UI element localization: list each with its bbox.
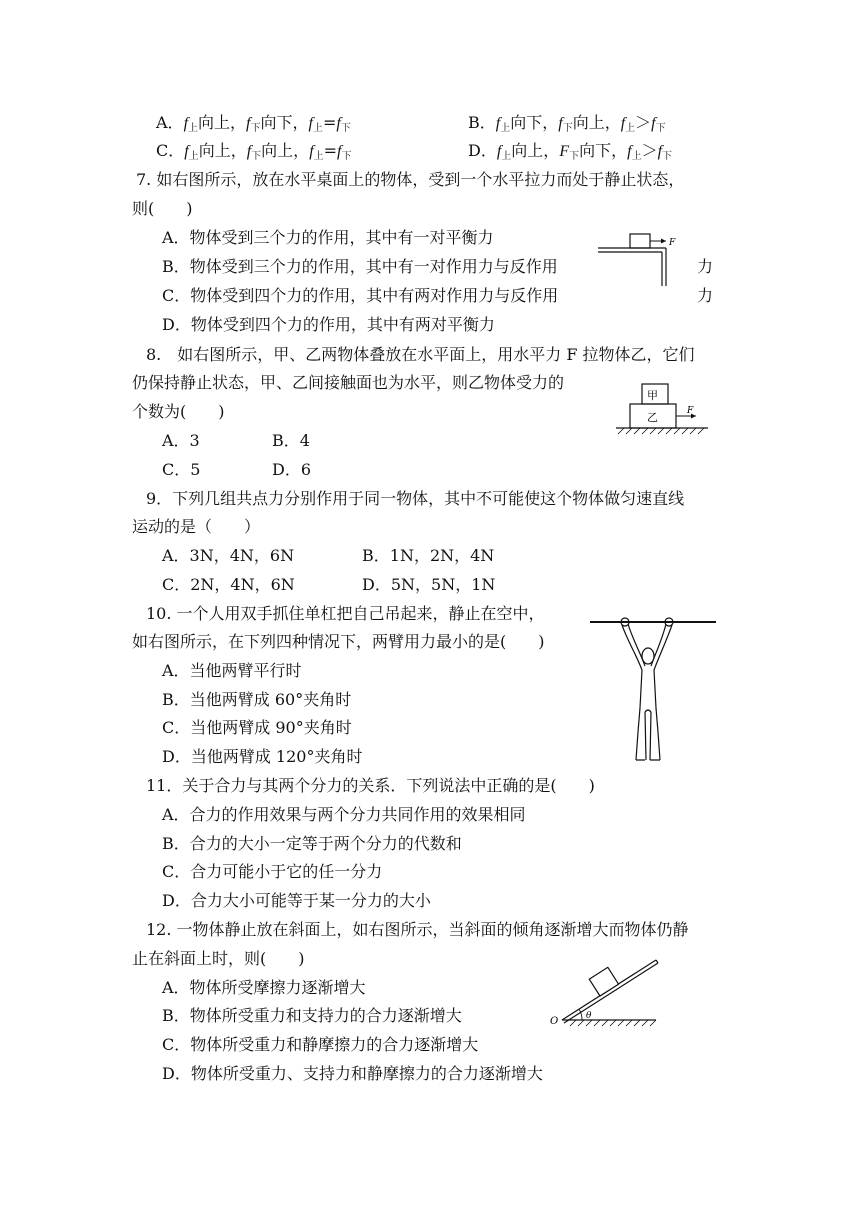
q7-figure-table-block <box>596 228 686 290</box>
q11-option-a: A．合力的作用效果与两个分力共同作用的效果相同 <box>162 805 526 824</box>
q12-option-d: D．物体所受重力、支持力和静摩擦力的合力逐渐增大 <box>162 1064 543 1083</box>
q10-option-a: A．当他两臂平行时 <box>162 661 302 680</box>
q7-figure-force-label: F <box>669 238 676 248</box>
q9-option-c: C．2N，4N，6N <box>162 575 295 594</box>
q7-stem-line2: 则( ) <box>132 199 193 218</box>
q8-figure-force-label: F <box>687 406 694 416</box>
q11-stem: 11．关于合力与其两个分力的关系．下列说法中正确的是( ) <box>146 776 595 795</box>
q8-stem-line1: 8. 如右图所示，甲、乙两物体叠放在水平面上，用水平力 F 拉物体乙，它们 <box>146 345 695 364</box>
q6-option-c: C．$f_上$向上，$f_下$向上，$f_上=f_下$ <box>156 141 352 162</box>
q12-option-a: A．物体所受摩擦力逐渐增大 <box>162 978 366 997</box>
q12-stem-line1: 12. 一物体静止放在斜面上，如右图所示，当斜面的倾角逐渐增大而物体仍静 <box>146 920 689 939</box>
q11-option-d: D．合力大小可能等于某一分力的大小 <box>162 891 431 910</box>
q6-option-b: B．$f_上$向下，$f_下$向上，$f_上>f_下$ <box>468 113 666 134</box>
q8-stem-line2: 仍保持静止状态，甲、乙间接触面也为水平，则乙物体受力的 <box>132 373 565 392</box>
q7-option-c: C．物体受到四个力的作用，其中有两对作用力与反作用 <box>162 286 559 305</box>
q9-option-d: D．5N，5N，1N <box>362 575 496 594</box>
q12-figure-angle-label: θ <box>586 1011 592 1021</box>
q9-option-a: A．3N，4N，6N <box>162 546 295 565</box>
q10-option-c: C．当他两臂成 90°夹角时 <box>162 718 352 737</box>
q9-stem-line1: 9．下列几组共点力分别作用于同一物体，其中不可能使这个物体做匀速直线 <box>146 489 685 508</box>
q7-stem-line1: 7. 如右图所示，放在水平桌面上的物体，受到一个水平拉力而处于静止状态， <box>136 170 685 189</box>
q12-figure-incline <box>548 952 663 1028</box>
q8-option-d: D．6 <box>272 460 312 479</box>
q8-figure-bottom-label: 乙 <box>647 411 658 424</box>
q7-option-d: D．物体受到四个力的作用，其中有两对平衡力 <box>162 315 495 334</box>
q8-option-c: C．5 <box>162 460 201 479</box>
q8-option-a: A．3 <box>162 431 200 450</box>
q10-stem-line1: 10. 一个人用双手抓住单杠把自己吊起来，静止在空中， <box>146 604 545 623</box>
q10-option-b: B．当他两臂成 60°夹角时 <box>162 690 352 709</box>
q10-figure-person-on-bar <box>588 612 718 764</box>
q9-option-b: B．1N，2N，4N <box>362 546 495 565</box>
q8-stem-line3: 个数为( ) <box>132 402 225 421</box>
q6-option-d: D．$f_上$向上，$F_下$向下，$f_上>f_下$ <box>468 141 673 162</box>
q10-stem-line2: 如右图所示，在下列四种情况下，两臂用力最小的是( ) <box>132 632 545 651</box>
q7-option-a: A．物体受到三个力的作用，其中有一对平衡力 <box>162 228 494 247</box>
q12-figure-pivot-label: O <box>550 1016 559 1027</box>
q7-option-c-tail: 力 <box>697 286 714 305</box>
q12-stem-line2: 止在斜面上时，则( ) <box>132 949 305 968</box>
q6-option-a: A．$f_上$向上，$f_下$向下，$f_上=f_下$ <box>156 113 351 134</box>
q8-figure-top-label: 甲 <box>647 389 658 402</box>
q10-option-d: D．当他两臂成 120°夹角时 <box>162 747 363 766</box>
q7-option-b-tail: 力 <box>697 257 714 276</box>
q7-option-b: B．物体受到三个力的作用，其中有一对作用力与反作用 <box>162 257 558 276</box>
q12-option-c: C．物体所受重力和静摩擦力的合力逐渐增大 <box>162 1035 479 1054</box>
q8-option-b: B．4 <box>272 431 310 450</box>
q12-option-b: B．物体所受重力和支持力的合力逐渐增大 <box>162 1006 462 1025</box>
q8-figure-stacked-blocks <box>612 382 712 438</box>
q11-option-c: C．合力可能小于它的任一分力 <box>162 862 383 881</box>
q9-stem-line2: 运动的是（ ） <box>132 517 261 536</box>
q11-option-b: B．合力的大小一定等于两个分力的代数和 <box>162 834 462 853</box>
